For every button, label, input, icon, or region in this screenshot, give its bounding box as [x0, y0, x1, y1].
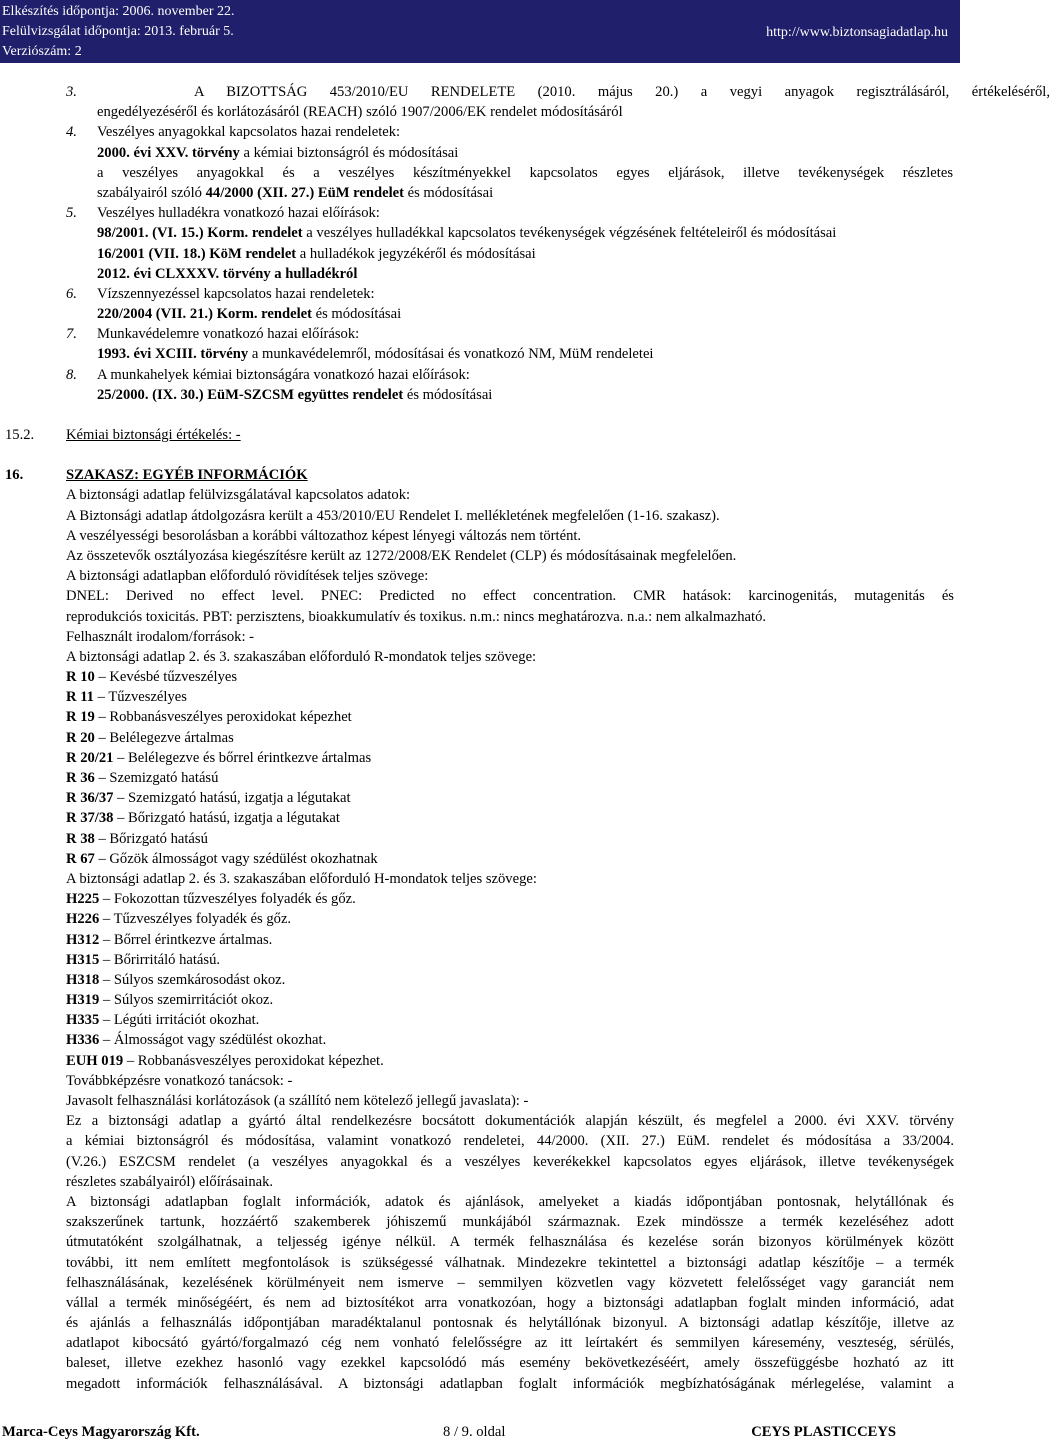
training-line: Továbbképzésre vonatkozó tanácsok: -	[66, 1072, 293, 1089]
section-title: Kémiai biztonsági értékelés: -	[66, 427, 241, 443]
section-number: 15.2.	[5, 427, 35, 443]
item-text: Veszélyes anyagokkal kapcsolatos hazai rendeletek:	[97, 124, 401, 141]
paragraph-line: adatlapot kibocsátó gyártó/forgalmazó cég nem vonható felelősségre az itt leírtakért és semmilyen káresemény, veszteség, sérülés,	[66, 1335, 954, 1352]
phrase-text: – Légúti irritációt okozhat.	[99, 1012, 260, 1029]
phrase-code: R 36/37	[66, 790, 114, 807]
phrase-row	[0, 788, 960, 808]
phrase-text: – Bőrrel érintkezve ártalmas.	[99, 931, 273, 948]
list-item	[0, 365, 960, 385]
phrase-text: – Bőrirritáló hatású.	[99, 951, 221, 968]
law-reference: 25/2000. (IX. 30.) EüM-SZCSM együttes rendelet és módosításai	[97, 386, 493, 403]
law-reference: 2000. évi XXV. törvény a kémiai biztonságról és módosításai	[97, 144, 459, 161]
header-url: http://www.biztonsagiadatlap.hu	[766, 25, 948, 40]
phrase-code: H226	[66, 911, 100, 928]
disclaimer-paragraph-1	[0, 1111, 960, 1172]
paragraph-line: A biztonsági adatlapban előforduló rövidítések teljes szövege:	[66, 568, 429, 585]
paragraph-line: felhasználásának, kezelésének körülményeit nem ismerve – semmilyen közvetlen vagy közvetett felelősséget vagy garanciát nem	[66, 1274, 954, 1291]
phrase-text: – Belélegezve ártalmas	[94, 729, 234, 746]
phrase-row	[0, 990, 960, 1010]
r-phrases-intro: A biztonsági adatlap 2. és 3. szakaszában előforduló R-mondatok teljes szövege:	[66, 648, 537, 665]
phrase-code: H225	[66, 891, 100, 908]
phrase-code: EUH 019	[66, 1052, 124, 1069]
footer-page-number: 8 / 9. oldal	[443, 1424, 506, 1440]
phrase-text: – Súlyos szemkárosodást okoz.	[99, 971, 286, 988]
law-reference: szabályairól szóló 44/2000 (XII. 27.) EüM rendelet és módosításai	[97, 184, 494, 201]
phrase-text: – Bőrizgató hatású	[94, 830, 208, 847]
phrase-code: R 20/21	[66, 749, 114, 766]
phrase-code: H336	[66, 1032, 100, 1049]
phrase-text: – Szemizgató hatású	[94, 770, 219, 786]
phrase-row	[0, 1051, 960, 1071]
paragraph-line: A Biztonsági adatlap átdolgozásra került a 453/2010/EU Rendelet I. mellékletének megfelelően (1-16. szakasz).	[66, 507, 720, 524]
phrase-code: H315	[66, 951, 100, 968]
phrase-text: – Kevésbé tűzveszélyes	[94, 669, 238, 686]
footer-product: CEYS PLASTICCEYS	[751, 1424, 896, 1440]
phrase-text: – Belélegezve és bőrrel érintkezve ártalmas	[113, 749, 372, 766]
h-phrase-list	[0, 889, 960, 1071]
phrase-code: R 38	[66, 830, 95, 847]
list-item	[0, 284, 960, 304]
created-date: Elkészítés időpontja: 2006. november 22.	[2, 4, 235, 19]
abbreviations-line: DNEL: Derived no effect level. PNEC: Predicted no effect concentration. CMR hatások: karcinogenitás, mutagenitás és	[66, 588, 954, 605]
paragraph-line: A biztonsági adatlap felülvizsgálatával kapcsolatos adatok:	[66, 487, 411, 504]
phrase-text: – Gőzök álmosságot vagy szédülést okozhatnak	[94, 850, 378, 867]
phrase-row	[0, 829, 960, 849]
item-text: A munkahelyek kémiai biztonságára vonatkozó hazai előírások:	[97, 366, 470, 383]
h-phrases-intro: A biztonsági adatlap 2. és 3. szakaszában előforduló H-mondatok teljes szövege:	[66, 870, 537, 887]
law-reference: 1993. évi XCIII. törvény a munkavédelemről, módosításai és vonatkozó NM, MüM rendeletei	[97, 346, 654, 363]
header-meta	[2, 2, 235, 62]
phrase-code: R 36	[66, 770, 95, 786]
phrase-row	[0, 1010, 960, 1030]
paragraph-line: részletes szabályairól) előírásainak.	[66, 1173, 274, 1190]
restriction-line: Javasolt felhasználási korlátozások (a szállító nem kötelező jellegű javaslata): -	[66, 1093, 529, 1109]
phrase-code: R 67	[66, 850, 95, 867]
item-text: Veszélyes hulladékra vonatkozó hazai előírások:	[97, 205, 380, 222]
phrase-code: R 20	[66, 729, 95, 746]
paragraph-line: baleset, illetve ezekhez hasonló vagy ezekkel kapcsolódó más esemény bekövetkezéséért, amely összefüggésbe hozható az itt	[66, 1355, 954, 1372]
paragraph-line: A biztonsági adatlapban foglalt információk, adatok és ajánlások, amelyeket a kiadás időpontjában pontosnak, helytállónak és	[66, 1193, 954, 1210]
paragraph-line: megadott információk felhasználásával. A biztonsági adatlapban foglalt információk megbízhatóságának mérlegelése, valamint a	[66, 1375, 954, 1392]
phrase-row	[0, 909, 960, 929]
phrase-text: – Fokozottan tűzveszélyes folyadék és gőz.	[99, 891, 356, 908]
list-item	[0, 324, 960, 344]
law-description: a veszélyes anyagokkal és a veszélyes készítményekkel kapcsolatos egyes eljárások, illetve tevékenységek részletes	[97, 164, 953, 181]
list-item	[0, 122, 960, 142]
phrase-text: – Szemizgató hatású, izgatja a légutakat	[113, 790, 351, 807]
item-text: A BIZOTTSÁG 453/2010/EU RENDELETE (2010. május 20.) a vegyi anyagok regisztrálásáról, értékeléséről,	[194, 84, 1050, 100]
paragraph-line: A veszélyességi besorolásban a korábbi változathoz képest lényegi változás nem történt.	[66, 527, 582, 544]
phrase-row	[0, 808, 960, 828]
item-number: 6.	[66, 285, 77, 302]
law-reference: 220/2004 (VII. 21.) Korm. rendelet és módosításai	[97, 306, 402, 323]
phrase-code: H318	[66, 971, 100, 988]
phrase-text: – Súlyos szemirritációt okoz.	[99, 992, 274, 1009]
item-number: 8.	[66, 366, 77, 383]
list-item	[0, 203, 960, 223]
document-body	[0, 82, 1050, 1394]
section-16-heading	[0, 465, 960, 485]
section-title: SZAKASZ: EGYÉB INFORMÁCIÓK	[66, 467, 308, 484]
paragraph-line: Ez a biztonsági adatlap a gyártó által rendelkezésre bocsátott dokumentációk alapján készült, és megfelel a 2000. évi XXV. törvény	[66, 1113, 954, 1130]
phrase-code: H335	[66, 1012, 100, 1029]
paragraph-line: (V.26.) ESZCSM rendelet (a veszélyes anyagokkal és a veszélyes keverékekkel kapcsolatos egyes eljárások, illetve tevékenységek	[66, 1153, 954, 1170]
phrase-row	[0, 889, 960, 909]
phrase-row	[0, 687, 960, 707]
paragraph-line: és ajánlás a felhasználás időpontjában maradéktalanul pontosnak és helytállónak bizonyul. A biztonsági adatlap készítője, illetve az	[66, 1315, 954, 1332]
phrase-row	[0, 707, 960, 727]
item-number: 5.	[66, 205, 77, 222]
paragraph-line: a kémiai biztonságról és módosítása, valamint vonatkozó rendeletei, 44/2000. (XII. 27.) EüM. rendelet és módosítása a 33/2004.	[66, 1133, 954, 1150]
section-15-2-heading	[0, 425, 960, 445]
section-number: 16.	[5, 467, 24, 484]
document-footer	[0, 1422, 960, 1442]
item-text: Vízszennyezéssel kapcsolatos hazai rendeletek:	[97, 285, 375, 302]
phrase-row	[0, 748, 960, 768]
revision-date: Felülvizsgálat időpontja: 2013. február 5.	[2, 24, 234, 39]
paragraph-line: szakszerűnek tartunk, hozzáértő szakemberek jóhiszemű munkájából származnak. Ezek mindössze a termék kezeléséhez adott	[66, 1214, 954, 1231]
law-reference: 16/2001 (VII. 18.) KöM rendelet a hulladékok jegyzékéről és módosításai	[97, 245, 536, 262]
phrase-text: – Tűzveszélyes	[93, 689, 187, 706]
item-number: 4.	[66, 124, 77, 141]
item-number: 7.	[66, 326, 77, 343]
phrase-text: – Robbanásveszélyes peroxidokat képezhet.	[123, 1052, 384, 1069]
phrase-row	[0, 768, 960, 788]
phrase-row	[0, 970, 960, 990]
phrase-code: R 19	[66, 709, 95, 726]
phrase-text: – Tűzveszélyes folyadék és gőz.	[99, 911, 292, 928]
phrase-code: R 10	[66, 669, 95, 686]
phrase-code: H312	[66, 931, 100, 948]
phrase-row	[0, 930, 960, 950]
law-reference: 98/2001. (VI. 15.) Korm. rendelet a veszélyes hulladékkal kapcsolatos tevékenységek végzésének feltételeiről és módosításai	[97, 225, 837, 242]
phrase-code: H319	[66, 992, 100, 1009]
paragraph-line: Az összetevők osztályozása kiegészítésre került az 1272/2008/EK Rendelet (CLP) és módosításainak megfelelően.	[66, 547, 737, 564]
phrase-row	[0, 950, 960, 970]
literature-line: Felhasznált irodalom/források: -	[66, 628, 255, 645]
phrase-row	[0, 667, 960, 687]
phrase-code: R 11	[66, 689, 94, 706]
list-item	[0, 82, 1050, 102]
law-reference: 2012. évi CLXXXV. törvény a hulladékról	[97, 265, 358, 282]
phrase-code: R 37/38	[66, 810, 114, 827]
version-number: Verziószám: 2	[2, 44, 82, 59]
item-number: 3.	[66, 84, 77, 100]
phrase-row	[0, 849, 960, 869]
section-16-lines	[0, 485, 960, 586]
document-header	[0, 0, 960, 63]
item-text: Munkavédelemre vonatkozó hazai előírások:	[97, 326, 360, 343]
abbreviations-line: reprodukciós toxicitás. PBT: perzisztens, bioakkumulatív és toxikus. n.m.: nincs meghatározva. n.a.: nem alkalmazható.	[66, 608, 767, 625]
phrase-row	[0, 1030, 960, 1050]
phrase-text: – Álmosságot vagy szédülést okozhat.	[99, 1032, 327, 1049]
paragraph-line: útmutatóként szolgálhatnak, a teljesség igénye nélkül. A termék felhasználása és kezelése során bizonyos körülmények között	[66, 1234, 954, 1251]
disclaimer-paragraph-2	[0, 1192, 960, 1394]
phrase-text: – Robbanásveszélyes peroxidokat képezhet	[94, 709, 352, 726]
footer-company: Marca-Ceys Magyarország Kft.	[2, 1424, 200, 1440]
item-text: engedélyezéséről és korlátozásáról (REACH) szóló 1907/2006/EK rendelet módosításáról	[97, 104, 623, 121]
paragraph-line: vállal a termék minőségéért, és nem ad biztosítékot arra vonatkozóan, hogy a biztonsági adatlapban foglalt minden információ, adat	[66, 1294, 954, 1311]
paragraph-line: további, itt nem említett megfontolások is szükségessé válhatnak. Mindezekre tekintettel a biztonsági adatlap készítője – a termék	[66, 1254, 954, 1271]
r-phrase-list	[0, 667, 960, 869]
phrase-text: – Bőrizgató hatású, izgatja a légutakat	[113, 810, 340, 827]
phrase-row	[0, 728, 960, 748]
